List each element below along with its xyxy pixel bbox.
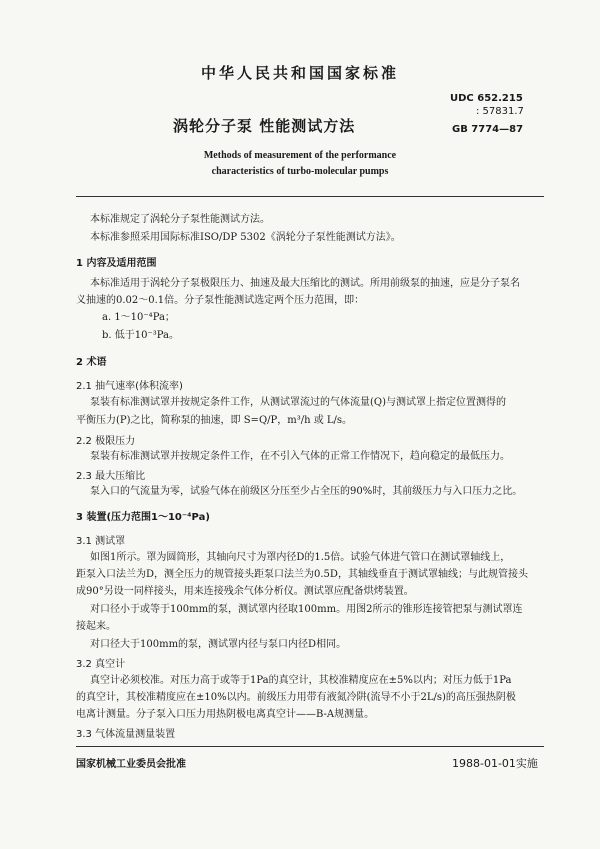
section3-2-line3: 电离计测量。分子泵入口压力用热阴极电离真空计——B-A规测量。 (76, 709, 375, 720)
english-title-line2: characteristics of turbo-molecular pumps (211, 166, 389, 177)
footer-rule (76, 746, 544, 747)
section3-1-line2: 距泵入口法兰为D，测全压力的规管接头距泵口法兰为0.5D，其轴线垂直于测试罩轴线；与此规管接头 (76, 569, 528, 580)
udc-code-line1: UDC 652.215 (450, 93, 523, 104)
section2-heading: 2 术语 (76, 357, 107, 368)
intro-line1: 本标准规定了涡轮分子泵性能测试方法。 (90, 214, 270, 225)
section1-item-a: a. 1～10⁻⁴Pa； (102, 312, 175, 323)
section3-3-heading: 3.3 气体流量测量装置 (76, 729, 176, 740)
english-title-line1: Methods of measurement of the performance (203, 150, 397, 161)
section3-2-heading: 3.2 真空计 (76, 659, 126, 670)
section2-1-line1: 泵装有标准测试罩并按规定条件工作，从测试罩流过的气体流量(Q)与测试罩上指定位置测得的 (90, 397, 507, 408)
header-rule (76, 196, 544, 197)
section2-3-line1: 泵入口的气流量为零，试验气体在前级区分压至少占全压的90%时，其前级压力与入口压力之比。 (90, 486, 523, 497)
section3-1-heading: 3.1 测试罩 (76, 536, 126, 547)
gb-number: GB 7774—87 (452, 124, 524, 135)
section1-para-line1: 本标准适用于涡轮分子泵极限压力、抽速及最大压缩比的测试。所用前级泵的抽速，应是分子泵名 (90, 278, 520, 289)
section1-item-b: b. 低于10⁻³Pa。 (102, 330, 180, 341)
section2-1-heading: 2.1 抽气速率(体积流率) (76, 381, 183, 392)
section3-2-line2: 的真空计，其校准精度应在±10%以内。前级压力用带有液氮冷阱(流导不小于2L/s)的高压强热阴极 (76, 692, 516, 703)
intro-line2: 本标准参照采用国际标准ISO/DP 5302《涡轮分子泵性能测试方法》。 (90, 232, 401, 243)
section2-1-line2: 平衡压力(P)之比，简称泵的抽速，即 S=Q/P，m³/h 或 L/s。 (76, 415, 353, 426)
section3-1-line3: 成90°另设一同样接头，用来连接残余气体分析仪。测试罩应配备烘烤装置。 (76, 586, 414, 597)
section1-para-line2: 义抽速的0.02～0.1倍。分子泵性能测试选定两个压力范围，即： (76, 295, 365, 306)
section3-1-line5: 接起来。 (76, 621, 116, 632)
document-title: 涡轮分子泵 性能测试方法 (173, 117, 356, 135)
section2-3-heading: 2.3 最大压缩比 (76, 471, 146, 482)
section2-2-line1: 泵装有标准测试罩并按规定条件工作，在不引入气体的正常工作情况下，趋向稳定的最低压力。 (90, 451, 510, 462)
section3-1-line6: 对口径大于100mm的泵，测试罩内径与泵口内径D相同。 (90, 639, 347, 650)
section3-1-line4: 对口径小于或等于100mm的泵，测试罩内径取100mm。用图2所示的锥形连接管把泵与测试罩连 (90, 604, 523, 615)
section3-2-line1: 真空计必须校准。对压力高于或等于1Pa的真空计，其校准精度应在±5%以内；对压力低于1Pa (90, 675, 512, 686)
national-standard-title: 中华人民共和国国家标准 (200, 64, 399, 82)
section3-heading: 3 装置(压力范围1～10⁻⁴Pa) (76, 512, 210, 523)
section3-1-line1: 如图1所示。罩为圆筒形，其轴向尺寸为罩内径D的1.5倍。试验气体进气管口在测试罩轴线上， (90, 552, 511, 563)
udc-code-line2: : 57831.7 (476, 106, 524, 117)
approver: 国家机械工业委员会批准 (76, 759, 186, 770)
section1-heading: 1 内容及适用范围 (76, 258, 157, 269)
effective-date: 1988-01-01实施 (452, 757, 538, 770)
section2-2-heading: 2.2 极限压力 (76, 436, 136, 447)
